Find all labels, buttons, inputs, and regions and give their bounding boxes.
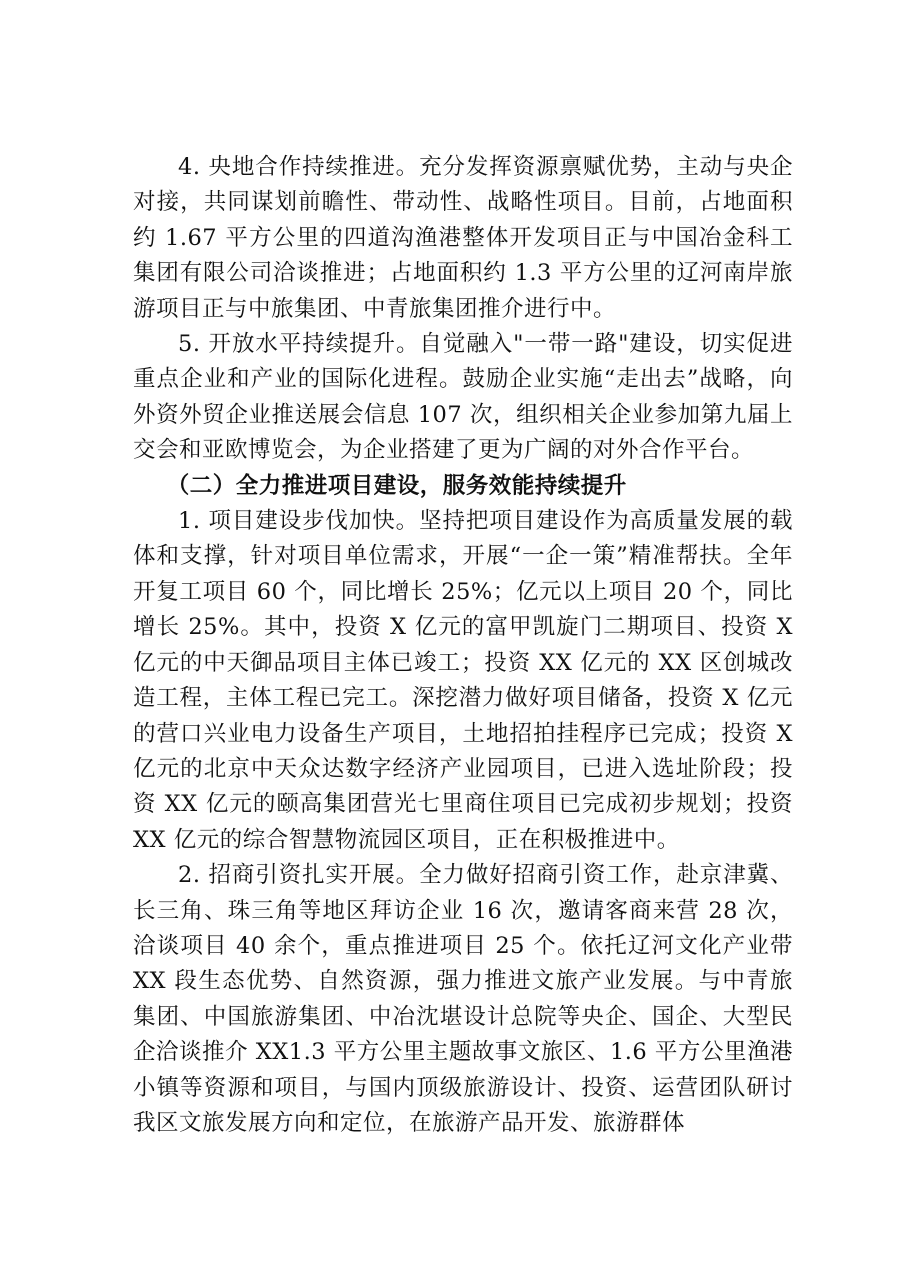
paragraph-central-local-cooperation: 4. 央地合作持续推进。充分发挥资源禀赋优势，主动与央企对接，共同谋划前瞻性、带动性、战略性项目。目前，占地面积约 1.67 平方公里的四道沟渔港整体开发项目正与中国冶金科工集团有限公司洽谈推进；占地面积约 1.3 平方公里的辽河南岸旅游项目正与中旅集团、中青旅集团推介进行中。	[133, 154, 793, 322]
paragraph-project-construction-pace: 1. 项目建设步伐加快。坚持把项目建设作为高质量发展的载体和支撑，针对项目单位需求，开展“一企一策”精准帮扶。全年开复工项目 60 个，同比增长 25%；亿元以上项目 20 个，同比增长 25%。其中，投资 X 亿元的富甲凯旋门二期项目、投资 X 亿元的中天御品项目主体已竣工；投资 XX 亿元的 XX 区创城改造工程，主体工程已完工。深挖潜力做好项目储备，投资 X 亿元的营口兴业电力设备生产项目，土地招拍挂程序已完成；投资 X 亿元的北京中天众达数字经济产业园项目，已进入选址阶段；投资 XX 亿元的颐高集团营光七里商住项目已完成初步规划；投资 XX 亿元的综合智慧物流园区项目，正在积极推进中。	[133, 508, 793, 853]
paragraph-investment-attraction: 2. 招商引资扎实开展。全力做好招商引资工作，赴京津冀、长三角、珠三角等地区拜访企业 16 次，邀请客商来营 28 次，洽谈项目 40 余个，重点推进项目 25 个。依托辽河文化产业带 XX 段生态优势、自然资源，强力推进文旅产业发展。与中青旅集团、中国旅游集团、中冶沈堪设计总院等央企、国企、大型民企洽谈推介 XX1.3 平方公里主题故事文旅区、1.6 平方公里渔港小镇等资源和项目，与国内顶级旅游设计、投资、运营团队研讨我区文旅发展方向和定位，在旅游产品开发、旅游群体	[133, 862, 793, 1136]
document-body	[133, 150, 793, 1141]
paragraph-opening-up: 5. 开放水平持续提升。自觉融入"一带一路"建设，切实促进重点企业和产业的国际化进程。鼓励企业实施“走出去”战略，向外资外贸企业推送展会信息 107 次，组织相关企业参加第九届上交会和亚欧博览会，为企业搭建了更为广阔的对外合作平台。	[133, 331, 793, 464]
section-heading-project-construction: （二）全力推进项目建设，服务效能持续提升	[166, 472, 627, 499]
